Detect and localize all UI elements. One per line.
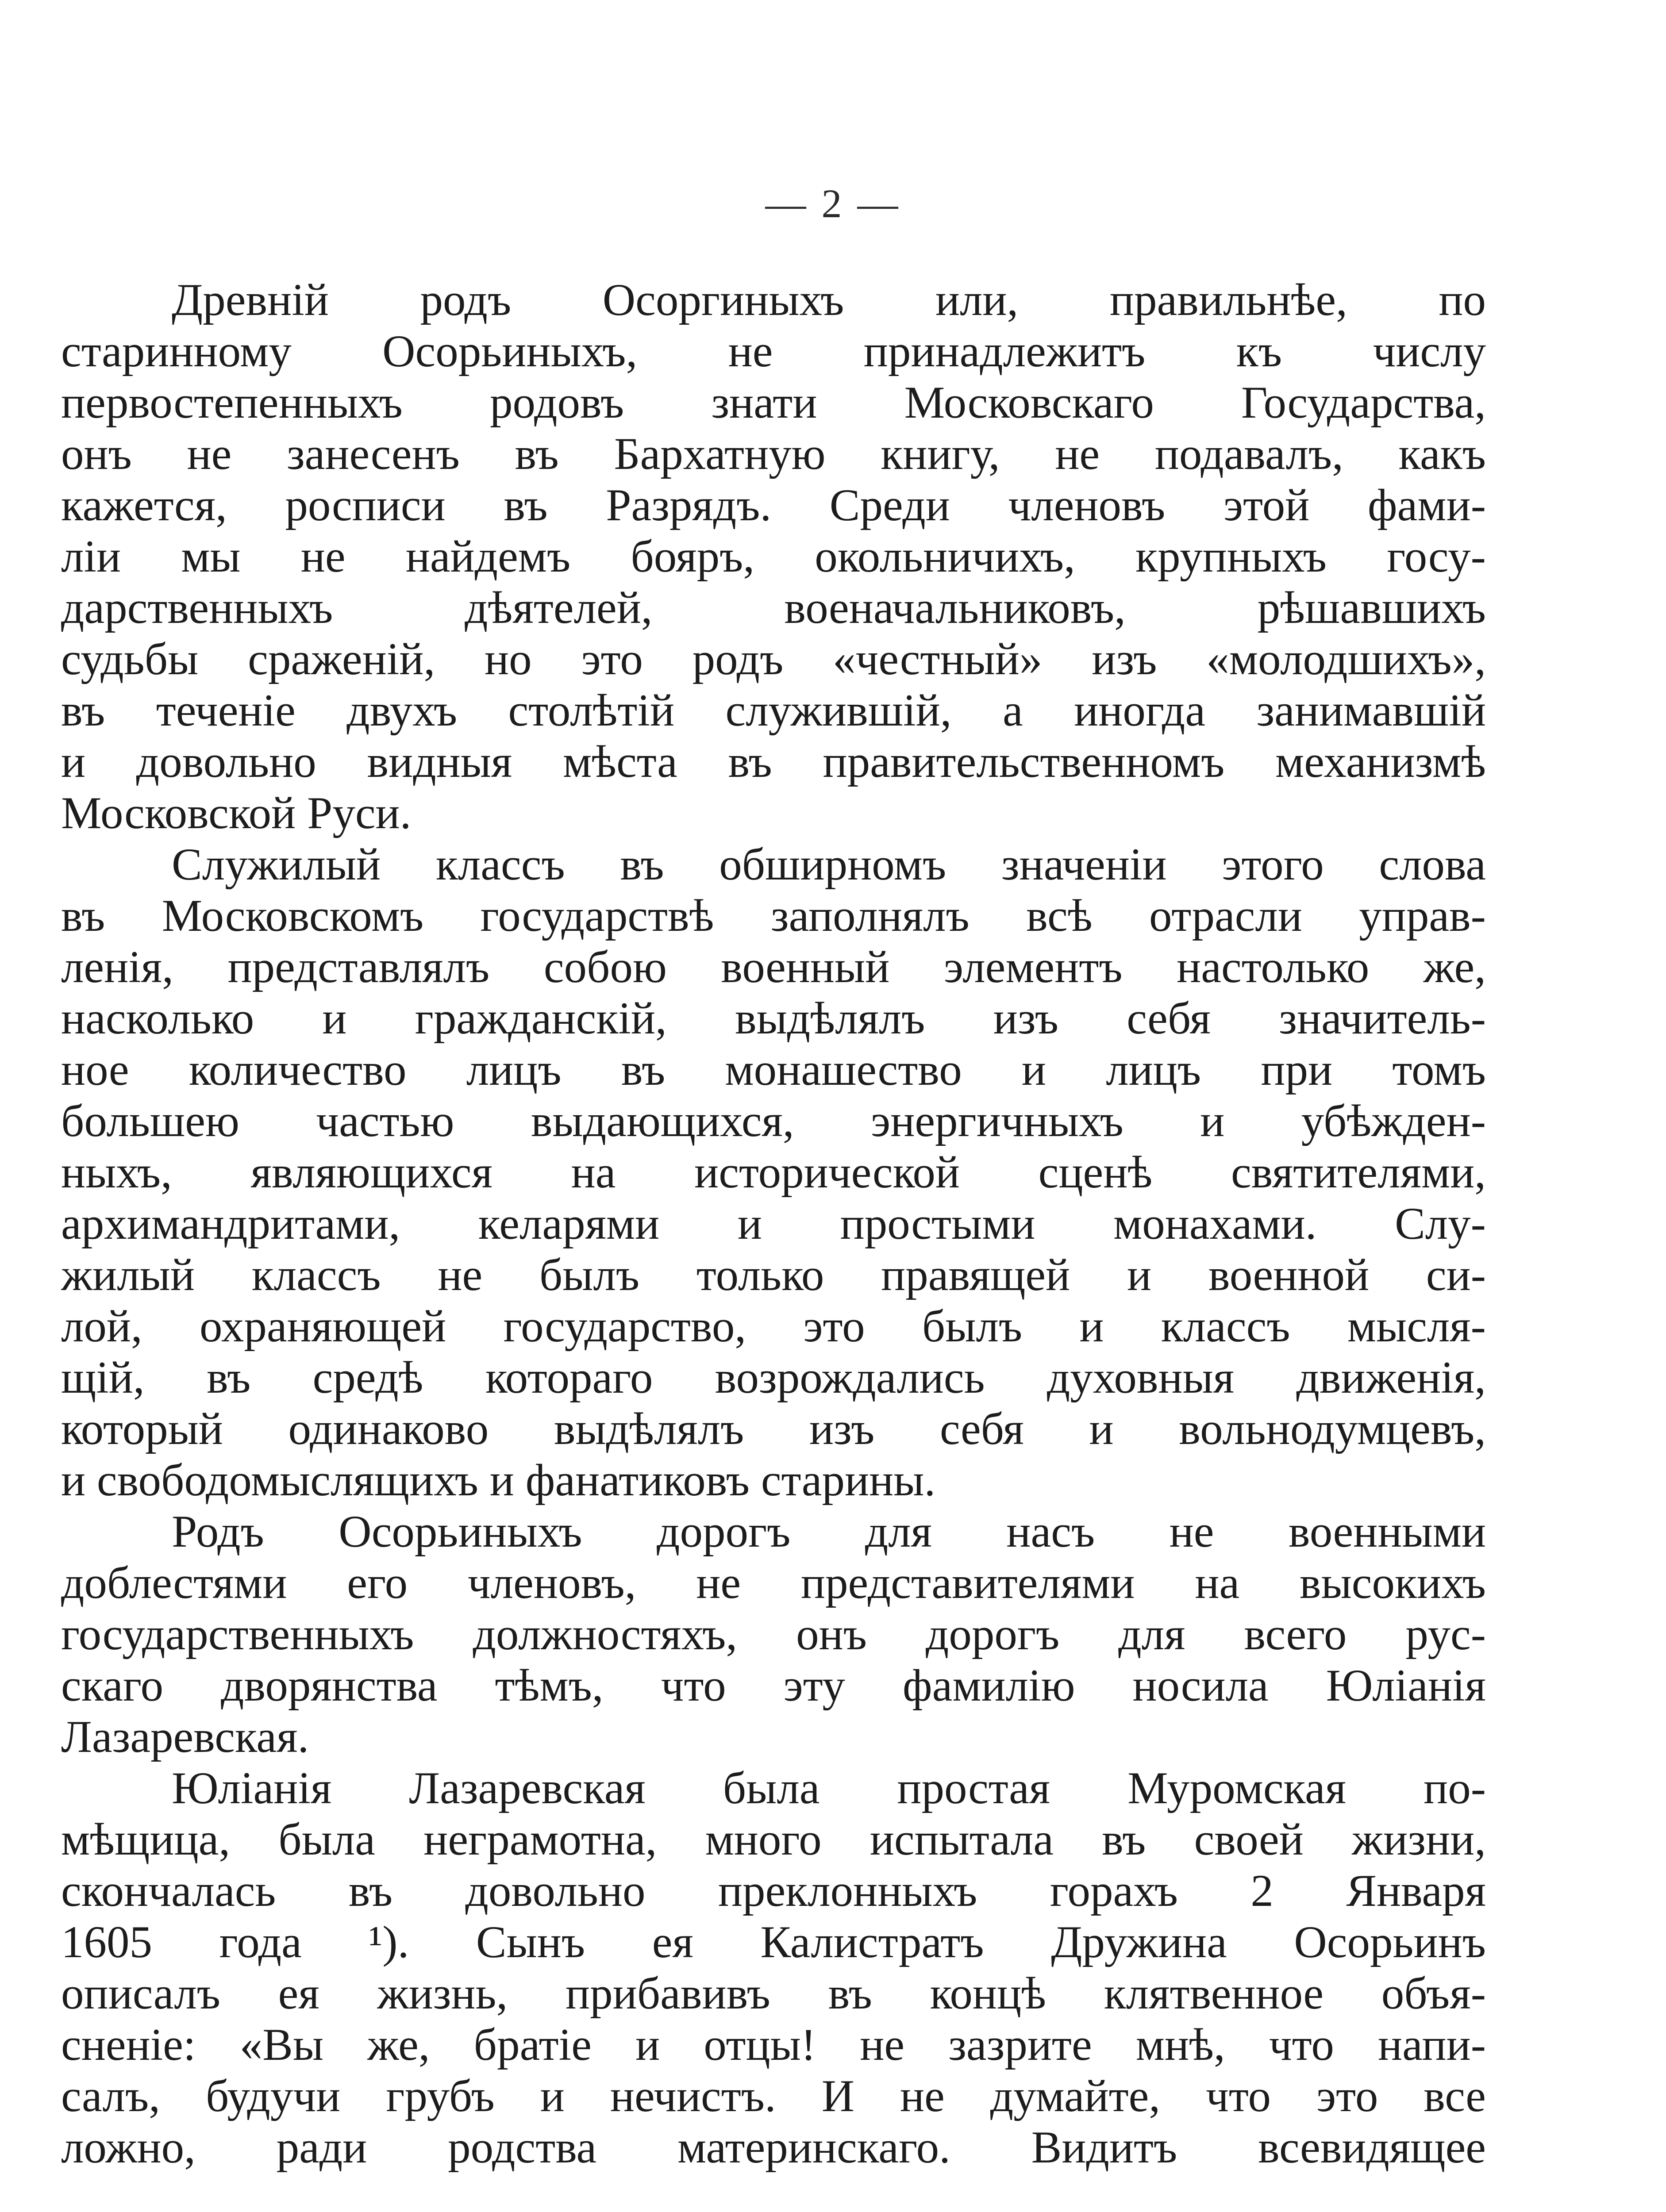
text-line: Служилый классъ въ обширномъ значеніи этого слова	[172, 839, 1486, 890]
text-line: щій, въ средѣ котораго возрождались духовныя движенія,	[61, 1352, 1486, 1403]
text-line: 1605 года ¹). Сынъ ея Калистратъ Дружина Осорьинъ	[61, 1917, 1486, 1967]
text-line: лой, охраняющей государство, это былъ и классъ мысля-	[61, 1301, 1486, 1352]
text-line: большею частью выдающихся, энергичныхъ и убѣжден-	[61, 1096, 1486, 1146]
text-line: Юліанія Лазаревская была простая Муромская по-	[172, 1763, 1486, 1813]
text-line: описалъ ея жизнь, прибавивъ въ концѣ клятвенное объя-	[61, 1968, 1486, 2019]
text-line: насколько и гражданскій, выдѣлялъ изъ себя значитель-	[61, 993, 1486, 1044]
text-line: доблестями его членовъ, не представителями на высокихъ	[61, 1558, 1486, 1608]
page-number: — 2 —	[765, 181, 901, 226]
text-line: сненіе: «Вы же, братіе и отцы! не зазрите мнѣ, что напи-	[61, 2020, 1486, 2070]
main-text	[61, 274, 1486, 2173]
text-line: Лазаревская.	[61, 1712, 309, 1762]
text-line: жилый классъ не былъ только правящей и военной си-	[61, 1250, 1486, 1300]
text-line: въ теченіе двухъ столѣтій служившій, а иногда занимавшій	[61, 685, 1486, 736]
text-line: государственныхъ должностяхъ, онъ дорогъ для всего рус-	[61, 1609, 1486, 1659]
text-line: Древній родъ Осоргиныхъ или, правильнѣе, по	[172, 275, 1486, 325]
text-line: ное количество лицъ въ монашество и лицъ при томъ	[61, 1045, 1486, 1095]
text-line: дарственныхъ дѣятелей, военачальниковъ, рѣшавшихъ	[61, 583, 1486, 633]
text-line: ложно, ради родства материнскаго. Видитъ всевидящее	[61, 2122, 1486, 2173]
text-line: салъ, будучи грубъ и нечистъ. И не думайте, что это все	[61, 2071, 1486, 2121]
text-line: кажется, росписи въ Разрядъ. Среди членовъ этой фами-	[61, 480, 1486, 530]
text-line: онъ не занесенъ въ Бархатную книгу, не подавалъ, какъ	[61, 429, 1486, 479]
text-line: мѣщица, была неграмотна, много испытала въ своей жизни,	[61, 1814, 1486, 1865]
text-line: и довольно видныя мѣста въ правительственномъ механизмѣ	[61, 737, 1486, 787]
text-line: и свободомыслящихъ и фанатиковъ старины.	[61, 1455, 936, 1505]
text-line: скончалась въ довольно преклонныхъ горахъ 2 Января	[61, 1866, 1486, 1916]
text-line: Московской Руси.	[61, 788, 412, 838]
text-line: старинному Осорьиныхъ, не принадлежитъ къ числу	[61, 326, 1486, 376]
text-line: судьбы сраженій, но это родъ «честный» изъ «молодшихъ»,	[61, 634, 1486, 684]
text-line: первостепенныхъ родовъ знати Московскаго Государства,	[61, 377, 1486, 428]
text-line: Родъ Осорьиныхъ дорогъ для насъ не военными	[172, 1506, 1486, 1557]
text-line: архимандритами, келарями и простыми монахами. Слу-	[61, 1198, 1486, 1249]
text-line: который одинаково выдѣлялъ изъ себя и вольнодумцевъ,	[61, 1404, 1486, 1454]
text-line: скаго дворянства тѣмъ, что эту фамилію носила Юліанія	[61, 1660, 1486, 1711]
text-line: въ Московскомъ государствѣ заполнялъ всѣ отрасли управ-	[61, 891, 1486, 941]
text-line: ныхъ, являющихся на исторической сценѣ святителями,	[61, 1147, 1486, 1198]
text-line: ліи мы не найдемъ бояръ, окольничихъ, крупныхъ госу-	[61, 531, 1486, 582]
text-line: ленія, представлялъ собою военный элементъ настолько же,	[61, 942, 1486, 992]
